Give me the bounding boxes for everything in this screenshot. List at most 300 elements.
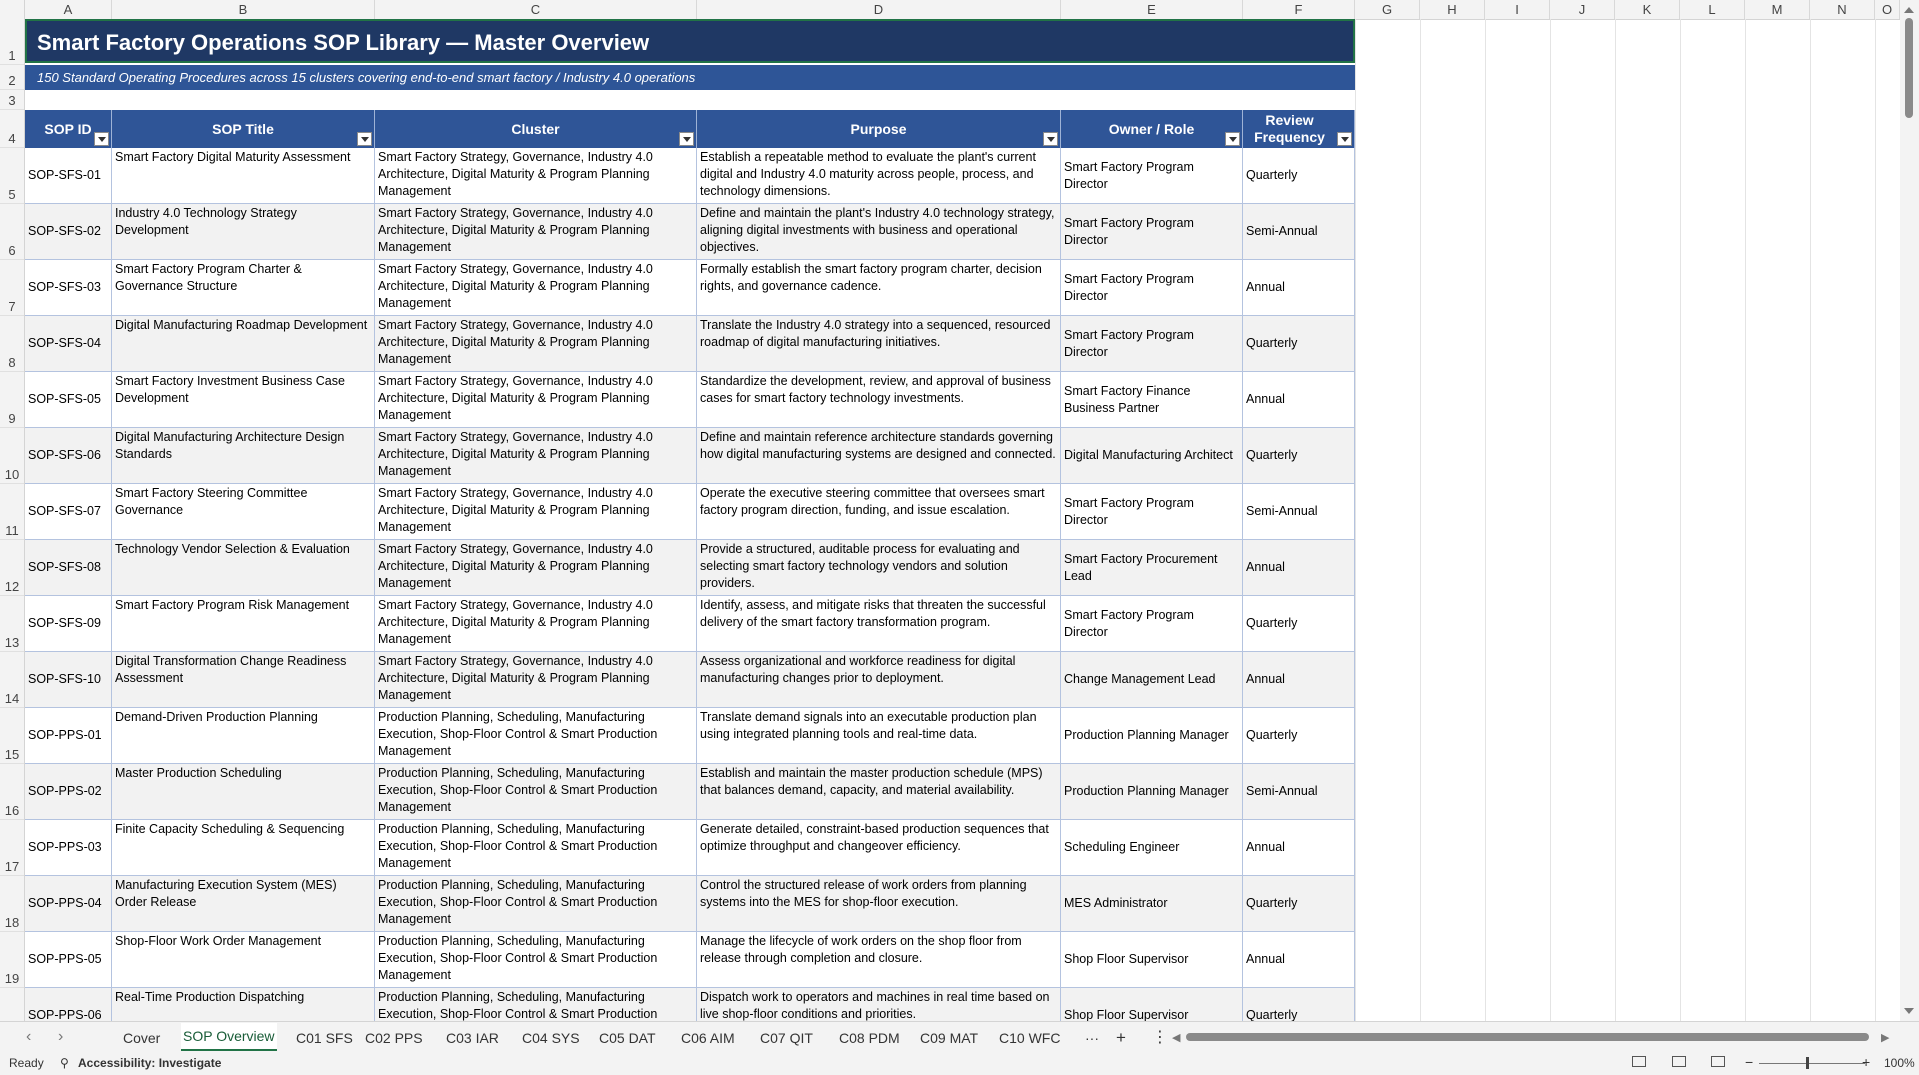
cell-text: SOP-SFS-03 [28, 280, 101, 294]
table-cell-freq[interactable] [1243, 484, 1355, 539]
cell-text: Smart Factory Steering Committee Governance [115, 486, 308, 517]
table-cell-id[interactable] [25, 764, 112, 819]
row-number: 5 [8, 187, 16, 202]
row-header[interactable] [0, 65, 24, 90]
cell-text: SOP-PPS-05 [28, 952, 102, 966]
cell-text: Production Planning Manager [1064, 728, 1229, 742]
table-row [25, 876, 1355, 932]
cell-text: Annual [1246, 560, 1285, 574]
table-cell-title[interactable] [112, 260, 375, 315]
table-cell-freq[interactable] [1243, 820, 1355, 875]
tab-options-icon[interactable]: ⋮ [1152, 1029, 1168, 1046]
table-cell-owner[interactable] [1061, 540, 1243, 595]
column-header[interactable]: G [1355, 0, 1420, 19]
column-heading [112, 110, 375, 148]
cell-text: Scheduling Engineer [1064, 840, 1180, 854]
sheet-tab[interactable]: C03 IAR [446, 1030, 499, 1046]
row-header[interactable] [0, 90, 24, 110]
table-cell-freq[interactable] [1243, 428, 1355, 483]
table-cell-cluster[interactable] [375, 316, 697, 371]
cell-text: SOP-SFS-10 [28, 672, 101, 686]
cell-text: SOP-PPS-02 [28, 784, 102, 798]
cell-text: Identify, assess, and mitigate risks that threaten the successful delivery of the smart factory transformation program. [700, 598, 1046, 629]
table-cell-owner[interactable] [1061, 764, 1243, 819]
cell-text: Smart Factory Program Charter & Governance Structure [115, 262, 302, 293]
column-heading-label: SOP Title [212, 120, 274, 137]
accessibility-icon[interactable]: ⚲ [60, 1056, 69, 1070]
cell-text: SOP-SFS-05 [28, 392, 101, 406]
cell-text: Semi-Annual [1246, 224, 1318, 238]
cell-text: Change Management Lead [1064, 672, 1216, 686]
table-cell-purpose[interactable] [697, 428, 1061, 483]
table-cell-cluster[interactable] [375, 148, 697, 203]
sheet-tab[interactable]: C04 SYS [522, 1030, 580, 1046]
cell-text: Digital Manufacturing Architecture Design Standards [115, 430, 345, 461]
row-header[interactable] [0, 764, 24, 820]
table-cell-title[interactable] [112, 932, 375, 987]
cell-text: Define and maintain reference architecture standards governing how digital manufacturing systems are designed and connected. [700, 430, 1056, 461]
column-heading-label: SOP ID [44, 120, 92, 137]
table-row [25, 932, 1355, 988]
cell-text: Production Planning, Scheduling, Manufacturing Execution, Shop-Floor Control & Smart Production Management [378, 766, 658, 814]
table-row [25, 652, 1355, 708]
cell-text: SOP-SFS-01 [28, 168, 101, 182]
row-header[interactable] [0, 596, 24, 652]
table-cell-cluster[interactable] [375, 932, 697, 987]
table-cell-title[interactable] [112, 596, 375, 651]
horizontal-scroll-thumb[interactable] [1186, 1033, 1869, 1041]
table-row [25, 204, 1355, 260]
table-cell-title[interactable] [112, 820, 375, 875]
table-cell-cluster[interactable] [375, 652, 697, 707]
cell-text: Smart Factory Program Director [1064, 215, 1194, 247]
table-cell-freq[interactable] [1243, 876, 1355, 931]
sheet-tab[interactable]: C10 WFC [999, 1030, 1061, 1046]
table-cell-owner[interactable] [1061, 260, 1243, 315]
page-layout-view-icon[interactable] [1672, 1056, 1686, 1067]
row-header[interactable] [0, 652, 24, 708]
zoom-slider-knob[interactable] [1806, 1057, 1809, 1069]
table-cell-title[interactable] [112, 876, 375, 931]
table-cell-cluster[interactable] [375, 876, 697, 931]
table-cell-owner[interactable] [1061, 932, 1243, 987]
table-row [25, 540, 1355, 596]
cell-text: Production Planning, Scheduling, Manufacturing Execution, Shop-Floor Control & Smart Production Management [378, 878, 658, 926]
sheet-subtitle[interactable]: 150 Standard Operating Procedures across 15 clusters covering end-to-end smart factory / Industry 4.0 operations [25, 65, 1355, 90]
status-bar [0, 1051, 1919, 1075]
cell-text: Digital Transformation Change Readiness Assessment [115, 654, 347, 685]
table-cell-owner[interactable] [1061, 876, 1243, 931]
cell-text: Annual [1246, 840, 1285, 854]
cell-text: MES Administrator [1064, 896, 1168, 910]
row-header[interactable] [0, 484, 24, 540]
column-header[interactable]: L [1680, 0, 1745, 19]
table-cell-freq[interactable] [1243, 204, 1355, 259]
sheet-tab[interactable]: C06 AIM [681, 1030, 735, 1046]
row-header[interactable] [0, 540, 24, 596]
cell-text: Smart Factory Digital Maturity Assessment [115, 150, 351, 164]
table-cell-title[interactable] [112, 652, 375, 707]
cell-text: Establish and maintain the master production schedule (MPS) that balances demand, capacity, and material availability. [700, 766, 1043, 797]
cell-text: Control the structured release of work orders from planning systems into the MES for shop-floor execution. [700, 878, 1027, 909]
table-cell-owner[interactable] [1061, 204, 1243, 259]
table-cell-id[interactable] [25, 484, 112, 539]
table-row [25, 596, 1355, 652]
column-header[interactable]: E [1061, 0, 1243, 19]
accessibility-status[interactable]: Accessibility: Investigate [78, 1056, 222, 1070]
column-header[interactable]: H [1420, 0, 1485, 19]
table-cell-purpose[interactable] [697, 204, 1061, 259]
sheet-tab[interactable]: C08 PDM [839, 1030, 900, 1046]
cell-text: Formally establish the smart factory program charter, decision rights, and governance cadence. [700, 262, 1042, 293]
column-header[interactable]: B [112, 0, 375, 19]
hscroll-right-icon[interactable]: ▶ [1881, 1032, 1890, 1044]
table-cell-freq[interactable] [1243, 372, 1355, 427]
table-cell-freq[interactable] [1243, 316, 1355, 371]
row-number: 14 [4, 691, 20, 706]
column-header[interactable]: M [1745, 0, 1810, 19]
table-cell-title[interactable] [112, 764, 375, 819]
table-cell-freq[interactable] [1243, 596, 1355, 651]
cell-text: Quarterly [1246, 896, 1298, 910]
table-cell-title[interactable] [112, 540, 375, 595]
table-cell-purpose[interactable] [697, 260, 1061, 315]
cell-text: Translate the Industry 4.0 strategy into a sequenced, resourced roadmap of digital manufacturing initiatives. [700, 318, 1051, 349]
select-all-corner[interactable] [0, 0, 25, 19]
cell-text: SOP-PPS-03 [28, 840, 102, 854]
row-header[interactable] [0, 148, 24, 204]
row-number: 10 [4, 467, 20, 482]
row-header[interactable] [0, 820, 24, 876]
table-cell-owner[interactable] [1061, 652, 1243, 707]
table-cell-cluster[interactable] [375, 540, 697, 595]
hscroll-left-icon[interactable]: ◀ [1172, 1032, 1181, 1044]
row-header[interactable] [0, 204, 24, 260]
table-cell-title[interactable] [112, 988, 375, 1021]
column-header[interactable]: C [375, 0, 697, 19]
sheet-tab[interactable]: C09 MAT [920, 1030, 979, 1046]
row-header[interactable] [0, 932, 24, 988]
table-cell-id[interactable] [25, 540, 112, 595]
table-cell-cluster[interactable] [375, 708, 697, 763]
empty-grid-area[interactable] [1355, 19, 1900, 1021]
table-cell-owner[interactable] [1061, 596, 1243, 651]
cell-text: Generate detailed, constraint-based production sequences that optimize throughput and changeover efficiency. [700, 822, 1049, 853]
table-cell-title[interactable] [112, 484, 375, 539]
sheet-title[interactable]: Smart Factory Operations SOP Library — Master Overview [25, 19, 1355, 63]
sheet-tab[interactable]: SOP Overview [181, 1023, 277, 1052]
row-number: 4 [8, 131, 16, 146]
filter-dropdown-icon[interactable] [94, 132, 109, 146]
table-cell-owner[interactable] [1061, 316, 1243, 371]
cell-text: Smart Factory Investment Business Case Development [115, 374, 345, 405]
row-number: 18 [4, 915, 20, 930]
sheet-tab[interactable]: C01 SFS [296, 1030, 353, 1046]
row-number: 12 [4, 579, 20, 594]
cell-text: Smart Factory Strategy, Governance, Industry 4.0 Architecture, Digital Maturity & Program Planning Management [378, 486, 653, 534]
table-cell-cluster[interactable] [375, 596, 697, 651]
column-header[interactable]: I [1485, 0, 1550, 19]
table-cell-purpose[interactable] [697, 652, 1061, 707]
column-heading [1243, 110, 1355, 148]
column-heading [697, 110, 1061, 148]
cell-text: Annual [1246, 280, 1285, 294]
table-cell-cluster[interactable] [375, 988, 697, 1021]
table-cell-owner[interactable] [1061, 484, 1243, 539]
cell-text: Standardize the development, review, and approval of business cases for smart factory technology investments. [700, 374, 1051, 405]
table-cell-freq[interactable] [1243, 540, 1355, 595]
row-number: 11 [5, 523, 19, 538]
table-cell-owner[interactable] [1061, 428, 1243, 483]
table-cell-purpose[interactable] [697, 988, 1061, 1021]
column-header[interactable]: D [697, 0, 1061, 19]
vertical-scrollbar[interactable] [1900, 0, 1919, 1021]
row-header[interactable] [0, 110, 24, 148]
table-row [25, 316, 1355, 372]
filter-dropdown-icon[interactable] [1043, 132, 1058, 146]
table-row [25, 708, 1355, 764]
table-cell-freq[interactable] [1243, 988, 1355, 1021]
cell-text: Shop Floor Supervisor [1064, 952, 1189, 966]
table-row [25, 988, 1355, 1021]
cell-text: Production Planning, Scheduling, Manufacturing Execution, Shop-Floor Control & Smart Production Management [378, 934, 658, 982]
zoom-in-icon[interactable]: + [1862, 1054, 1871, 1070]
cell-text: Assess organizational and workforce readiness for digital manufacturing changes prior to deployment. [700, 654, 1016, 685]
cell-text: Provide a structured, auditable process for evaluating and selecting smart factory technology vendors and solution providers. [700, 542, 1020, 590]
filter-dropdown-icon[interactable] [679, 132, 694, 146]
column-heading [1061, 110, 1243, 148]
cell-text: SOP-SFS-04 [28, 336, 101, 350]
table-cell-cluster[interactable] [375, 372, 697, 427]
sheet-tab[interactable]: C02 PPS [365, 1030, 423, 1046]
table-cell-purpose[interactable] [697, 596, 1061, 651]
cell-text: SOP-SFS-06 [28, 448, 101, 462]
table-cell-id[interactable] [25, 652, 112, 707]
status-ready: Ready [9, 1056, 44, 1070]
row-header[interactable] [0, 988, 24, 1021]
row-number: 17 [4, 859, 20, 874]
filter-dropdown-icon[interactable] [1225, 132, 1240, 146]
column-header[interactable]: F [1243, 0, 1355, 19]
table-cell-cluster[interactable] [375, 820, 697, 875]
table-cell-title[interactable] [112, 708, 375, 763]
column-header[interactable]: O [1875, 0, 1900, 19]
scroll-up-icon[interactable] [1904, 7, 1914, 13]
table-cell-title[interactable] [112, 148, 375, 203]
cell-text: Production Planning, Scheduling, Manufacturing Execution, Shop-Floor Control & Smart Production [378, 990, 658, 1021]
column-header[interactable]: J [1550, 0, 1615, 19]
table-cell-owner[interactable] [1061, 708, 1243, 763]
zoom-level[interactable]: 100% [1884, 1056, 1915, 1070]
cell-text: Annual [1246, 672, 1285, 686]
cell-text: Digital Manufacturing Architect [1064, 448, 1233, 462]
table-cell-owner[interactable] [1061, 148, 1243, 203]
row-header[interactable] [0, 708, 24, 764]
cell-text: SOP-SFS-02 [28, 224, 101, 238]
table-cell-id[interactable] [25, 708, 112, 763]
row-number: 15 [4, 747, 20, 762]
table-cell-id[interactable] [25, 988, 112, 1021]
cell-text: Technology Vendor Selection & Evaluation [115, 542, 350, 556]
filter-dropdown-icon[interactable] [1337, 132, 1352, 146]
table-row [25, 428, 1355, 484]
cell-text: Master Production Scheduling [115, 766, 282, 780]
table-cell-purpose[interactable] [697, 764, 1061, 819]
table-cell-freq[interactable] [1243, 708, 1355, 763]
cell-text: Semi-Annual [1246, 784, 1318, 798]
tab-scroll-left-icon[interactable]: ‹ [26, 1028, 32, 1045]
table-row [25, 764, 1355, 820]
row-header[interactable] [0, 316, 24, 372]
table-cell-id[interactable] [25, 372, 112, 427]
more-sheets-icon[interactable]: ··· [1085, 1030, 1099, 1046]
row-number: 16 [4, 803, 20, 818]
cell-text: Smart Factory Strategy, Governance, Industry 4.0 Architecture, Digital Maturity & Program Planning Management [378, 150, 653, 198]
cell-text: Smart Factory Program Risk Management [115, 598, 350, 612]
cell-text: SOP-PPS-06 [28, 1008, 102, 1021]
tab-scroll-right-icon[interactable]: › [58, 1028, 64, 1045]
table-cell-id[interactable] [25, 932, 112, 987]
cell-text: Quarterly [1246, 616, 1298, 630]
row-header[interactable] [0, 428, 24, 484]
table-cell-id[interactable] [25, 260, 112, 315]
row-number: 19 [4, 971, 20, 986]
table-cell-purpose[interactable] [697, 148, 1061, 203]
table-cell-freq[interactable] [1243, 652, 1355, 707]
row-header[interactable] [0, 372, 24, 428]
table-row [25, 372, 1355, 428]
table-row [25, 260, 1355, 316]
vertical-scroll-thumb[interactable] [1905, 18, 1913, 118]
table-cell-purpose[interactable] [697, 820, 1061, 875]
table-cell-purpose[interactable] [697, 932, 1061, 987]
cell-text: Manage the lifecycle of work orders on the shop floor from release through completion and closure. [700, 934, 1022, 965]
row-number: 13 [4, 635, 20, 650]
cell-text: Production Planning, Scheduling, Manufacturing Execution, Shop-Floor Control & Smart Production Management [378, 822, 658, 870]
table-cell-title[interactable] [112, 204, 375, 259]
filter-dropdown-icon[interactable] [357, 132, 372, 146]
cell-text: Smart Factory Strategy, Governance, Industry 4.0 Architecture, Digital Maturity & Program Planning Management [378, 318, 653, 366]
cell-text: Smart Factory Procurement Lead [1064, 551, 1218, 583]
cell-text: Real-Time Production Dispatching [115, 990, 305, 1004]
page-break-view-icon[interactable] [1711, 1056, 1725, 1067]
column-heading-label: Purpose [850, 120, 907, 137]
table-cell-id[interactable] [25, 148, 112, 203]
column-heading-label: Review Frequency [1254, 112, 1325, 145]
table-cell-id[interactable] [25, 876, 112, 931]
cell-text: SOP-PPS-04 [28, 896, 102, 910]
cell-text: Industry 4.0 Technology Strategy Development [115, 206, 297, 237]
table-cell-freq[interactable] [1243, 148, 1355, 203]
cell-text: SOP-SFS-08 [28, 560, 101, 574]
table-cell-owner[interactable] [1061, 372, 1243, 427]
table-cell-purpose[interactable] [697, 484, 1061, 539]
table-cell-id[interactable] [25, 820, 112, 875]
table-cell-freq[interactable] [1243, 260, 1355, 315]
row-number: 9 [8, 411, 16, 426]
table-cell-id[interactable] [25, 596, 112, 651]
row-number: 8 [8, 355, 16, 370]
cell-text: Smart Factory Program Director [1064, 495, 1194, 527]
table-cell-owner[interactable] [1061, 988, 1243, 1021]
cell-text: Smart Factory Program Director [1064, 271, 1194, 303]
sheet-tab[interactable]: Cover [123, 1030, 161, 1046]
table-cell-cluster[interactable] [375, 428, 697, 483]
cell-text: Annual [1246, 392, 1285, 406]
cell-text: Smart Factory Strategy, Governance, Industry 4.0 Architecture, Digital Maturity & Program Planning Management [378, 542, 653, 590]
zoom-out-icon[interactable]: − [1745, 1054, 1754, 1070]
cell-text: Define and maintain the plant's Industry 4.0 technology strategy, aligning digital investments with business and operational objectives. [700, 206, 1055, 254]
cell-text: Smart Factory Program Director [1064, 159, 1194, 191]
table-cell-purpose[interactable] [697, 316, 1061, 371]
column-header[interactable]: N [1810, 0, 1875, 19]
column-heading [375, 110, 697, 148]
column-header[interactable]: K [1615, 0, 1680, 19]
table-cell-title[interactable] [112, 372, 375, 427]
table-cell-id[interactable] [25, 428, 112, 483]
cell-text: Demand-Driven Production Planning [115, 710, 318, 724]
table-cell-id[interactable] [25, 316, 112, 371]
column-header[interactable]: A [25, 0, 112, 19]
table-cell-cluster[interactable] [375, 484, 697, 539]
scroll-down-icon[interactable] [1904, 1008, 1914, 1014]
cell-text: Manufacturing Execution System (MES) Order Release [115, 878, 337, 909]
table-cell-freq[interactable] [1243, 764, 1355, 819]
cell-text: Finite Capacity Scheduling & Sequencing [115, 822, 345, 836]
table-cell-id[interactable] [25, 204, 112, 259]
table-cell-title[interactable] [112, 428, 375, 483]
cell-text: Quarterly [1246, 336, 1298, 350]
table-cell-purpose[interactable] [697, 876, 1061, 931]
table-cell-cluster[interactable] [375, 260, 697, 315]
cell-text: Shop Floor Supervisor [1064, 1008, 1189, 1021]
sheet-tab[interactable]: C05 DAT [599, 1030, 656, 1046]
cell-text: SOP-SFS-09 [28, 616, 101, 630]
cell-text: Smart Factory Strategy, Governance, Industry 4.0 Architecture, Digital Maturity & Program Planning Management [378, 654, 653, 702]
table-cell-purpose[interactable] [697, 540, 1061, 595]
table-cell-freq[interactable] [1243, 932, 1355, 987]
row-number: 6 [8, 243, 16, 258]
table-row [25, 148, 1355, 204]
row-header[interactable] [0, 19, 24, 65]
normal-view-icon[interactable] [1632, 1056, 1646, 1067]
row-header[interactable] [0, 876, 24, 932]
table-cell-owner[interactable] [1061, 820, 1243, 875]
table-cell-purpose[interactable] [697, 708, 1061, 763]
column-heading [25, 110, 112, 148]
cell-text: Quarterly [1246, 728, 1298, 742]
cell-text: Smart Factory Program Director [1064, 607, 1194, 639]
cell-text: Smart Factory Program Director [1064, 327, 1194, 359]
cell-text: Digital Manufacturing Roadmap Development [115, 318, 368, 332]
cell-text: Semi-Annual [1246, 504, 1318, 518]
column-header-bar [0, 0, 1900, 20]
sheet-tab[interactable]: C07 QIT [760, 1030, 813, 1046]
row-number: 2 [8, 73, 16, 88]
cell-text: SOP-SFS-07 [28, 504, 101, 518]
zoom-slider[interactable] [1759, 1063, 1865, 1064]
row-header[interactable] [0, 260, 24, 316]
cell-text: Quarterly [1246, 448, 1298, 462]
column-heading-label: Cluster [511, 120, 560, 137]
add-sheet-button[interactable]: + [1116, 1028, 1126, 1047]
cell-text: Establish a repeatable method to evaluate the plant's current digital and Industry 4.0 maturity across people, process, and technology dimensions. [700, 150, 1036, 198]
table-cell-cluster[interactable] [375, 204, 697, 259]
table-cell-cluster[interactable] [375, 764, 697, 819]
cell-text: Smart Factory Strategy, Governance, Industry 4.0 Architecture, Digital Maturity & Program Planning Management [378, 206, 653, 254]
table-cell-title[interactable] [112, 316, 375, 371]
table-cell-purpose[interactable] [697, 372, 1061, 427]
